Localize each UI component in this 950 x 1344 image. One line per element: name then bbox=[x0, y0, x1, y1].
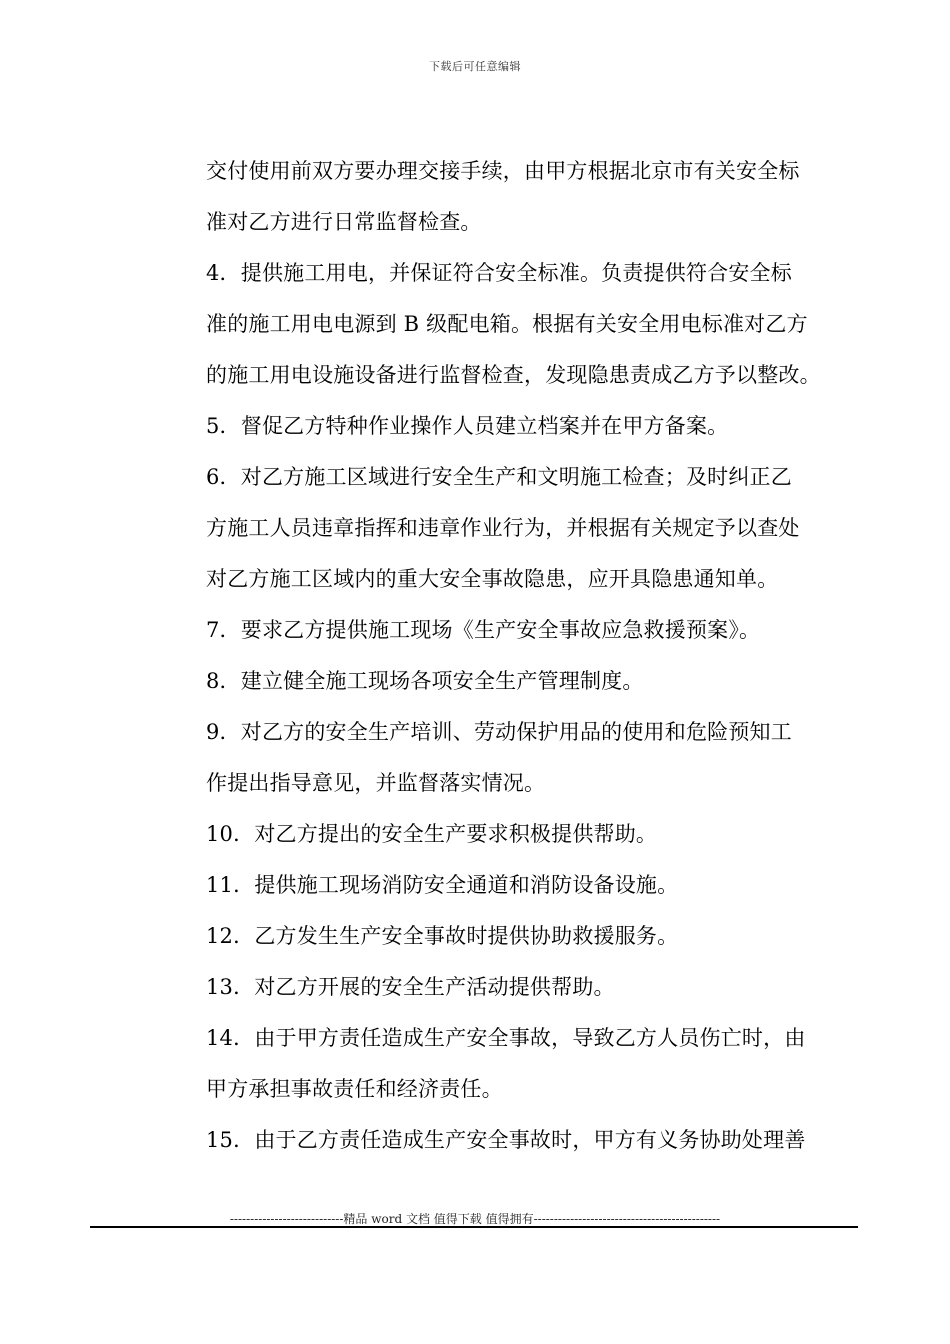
text-line: 交付使用前双方要办理交接手续，由甲方根据北京市有关安全标 bbox=[206, 159, 800, 183]
text-line: 作提出指导意见，并监督落实情况。 bbox=[206, 771, 546, 795]
text-line: 13．对乙方开展的安全生产活动提供帮助。 bbox=[206, 975, 615, 999]
text-line: 11．提供施工现场消防安全通道和消防设备设施。 bbox=[206, 873, 679, 897]
text-line: 的施工用电设施设备进行监督检查，发现隐患责成乙方予以整改。 bbox=[206, 363, 821, 387]
text-line: 7．要求乙方提供施工现场《生产安全事故应急救援预案》。 bbox=[206, 618, 761, 642]
text-line: 14．由于甲方责任造成生产安全事故，导致乙方人员伤亡时，由 bbox=[206, 1026, 806, 1050]
text-line: 甲方承担事故责任和经济责任。 bbox=[206, 1077, 503, 1101]
text-line: 9．对乙方的安全生产培训、劳动保护用品的使用和危险预知工 bbox=[206, 720, 792, 744]
text-line: 准的施工用电电源到 B 级配电箱。根据有关安全用电标准对乙方 bbox=[206, 312, 808, 336]
text-line: 准对乙方进行日常监督检查。 bbox=[206, 210, 482, 234]
text-line: 12．乙方发生生产安全事故时提供协助救援服务。 bbox=[206, 924, 679, 948]
text-line: 15．由于乙方责任造成生产安全事故时，甲方有义务协助处理善 bbox=[206, 1128, 806, 1152]
text-line: 5．督促乙方特种作业操作人员建立档案并在甲方备案。 bbox=[206, 414, 729, 438]
footer-divider bbox=[90, 1226, 858, 1228]
text-line: 6．对乙方施工区域进行安全生产和文明施工检查；及时纠正乙 bbox=[206, 465, 792, 489]
header-note: 下载后可任意编辑 bbox=[429, 60, 521, 73]
text-line: 对乙方施工区域内的重大安全事故隐患，应开具隐患通知单。 bbox=[206, 567, 779, 591]
text-line: 10．对乙方提出的安全生产要求积极提供帮助。 bbox=[206, 822, 658, 846]
text-line: 4．提供施工用电，并保证符合安全标准。负责提供符合安全标 bbox=[206, 261, 792, 285]
text-line: 方施工人员违章指挥和违章作业行为，并根据有关规定予以查处 bbox=[206, 516, 800, 540]
document-body bbox=[206, 146, 846, 1166]
footer-note: ----------------------------精品 word 文档 值得下载 值得拥有---------------------------------------------- bbox=[229, 1212, 721, 1226]
text-line: 8．建立健全施工现场各项安全生产管理制度。 bbox=[206, 669, 644, 693]
